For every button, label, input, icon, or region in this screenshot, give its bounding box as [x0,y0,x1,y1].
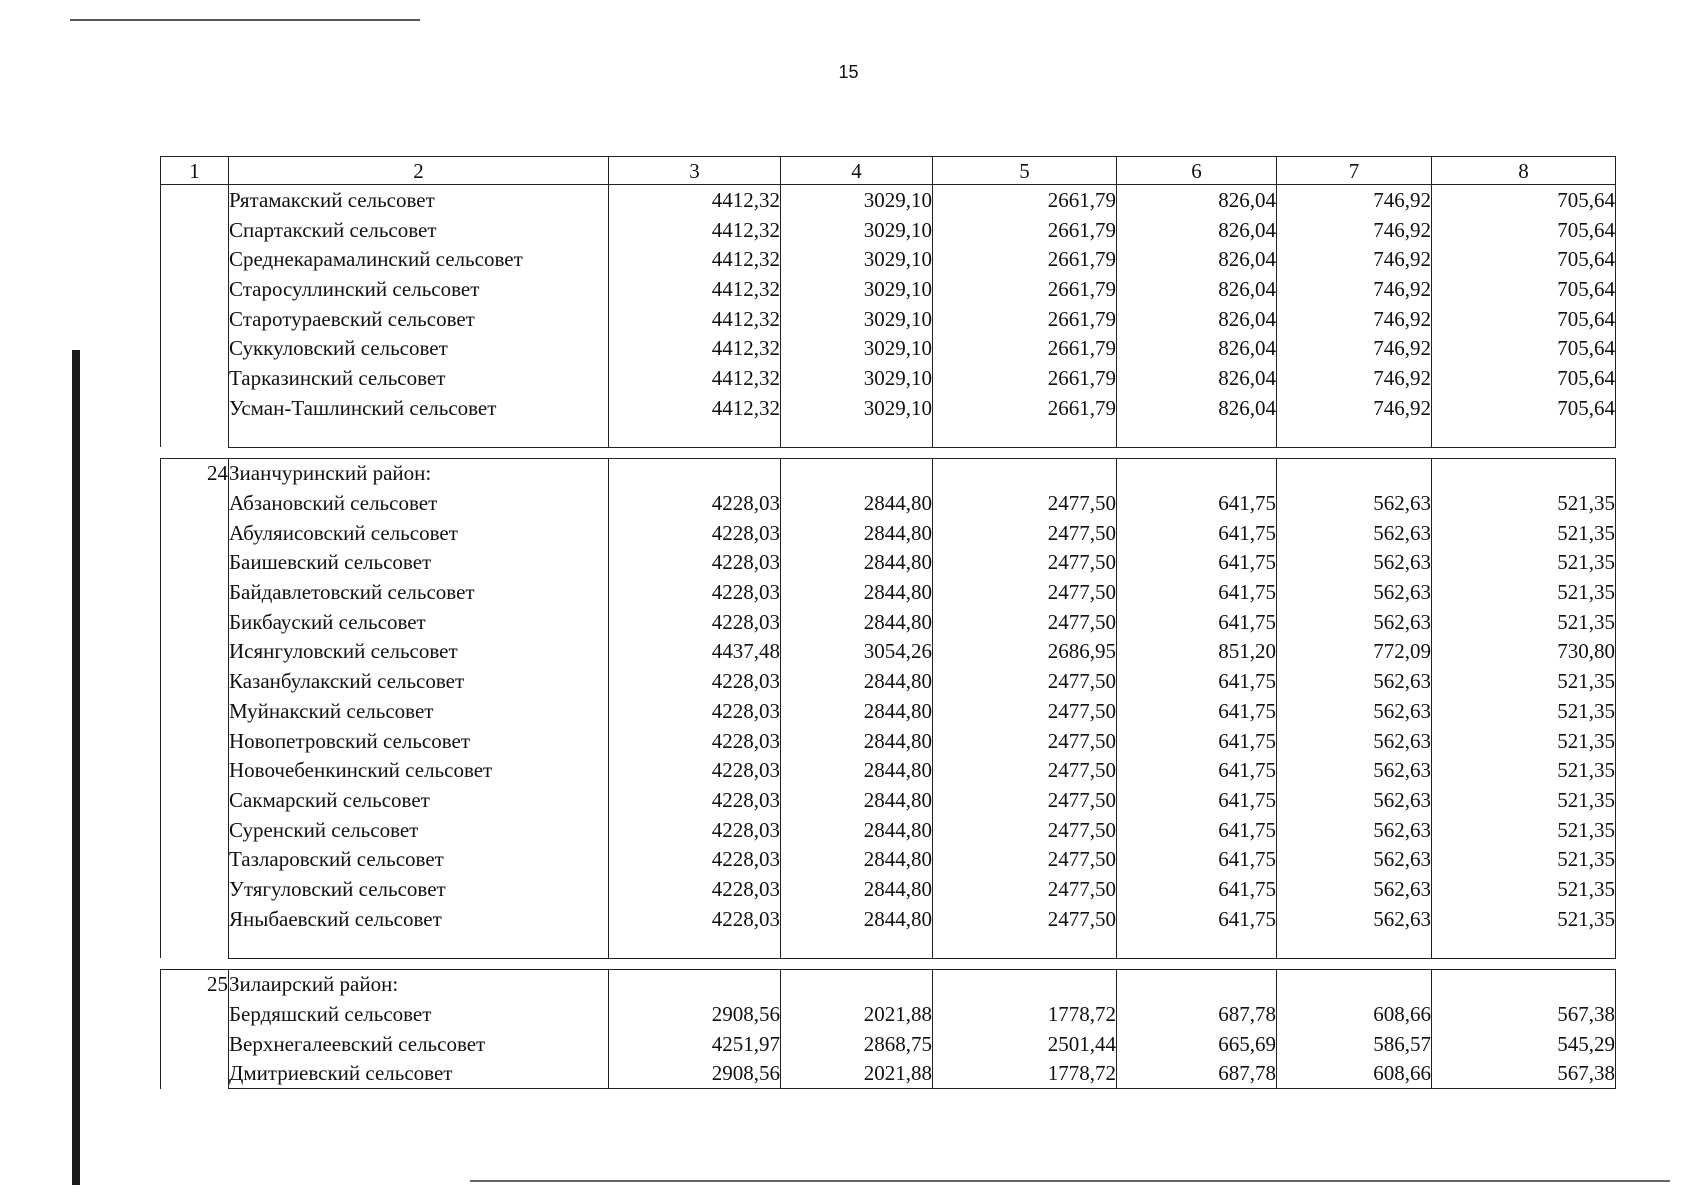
table-row [161,726,1616,756]
value-cell-col8: 705,64 [1432,363,1616,393]
table-row [161,244,1616,274]
settlement-name: Суккуловский сельсовет [229,333,609,363]
value-cell-col4: 3029,10 [781,244,933,274]
value-cell-col8: 521,35 [1432,696,1616,726]
value-cell-col6: 826,04 [1117,274,1277,304]
settlement-name: Яныбаевский сельсовет [229,904,609,934]
district-title: Зилаирский район: [229,969,609,999]
value-cell-col3: 4228,03 [609,666,781,696]
column-header: 7 [1277,157,1432,185]
settlement-name: Дмитриевский сельсовет [229,1059,609,1089]
value-cell-col8: 705,64 [1432,393,1616,423]
value-cell-col5: 1778,72 [933,999,1117,1029]
settlement-name: Казанбулакский сельсовет [229,666,609,696]
column-header: 1 [161,157,229,185]
scan-artifact-bottom-line [470,1180,1670,1182]
value-cell-col3: 4412,32 [609,363,781,393]
value-cell-col8: 521,35 [1432,844,1616,874]
value-cell-col8: 705,64 [1432,215,1616,245]
value-cell-col8: 521,35 [1432,726,1616,756]
value-cell-col4: 2844,80 [781,755,933,785]
value-cell-col3: 4412,32 [609,215,781,245]
value-cell-col7: 562,63 [1277,577,1432,607]
value-cell-col5: 2477,50 [933,666,1117,696]
value-cell-col3: 4228,03 [609,755,781,785]
column-header: 2 [229,157,609,185]
value-cell-col7: 562,63 [1277,488,1432,518]
table-row [161,785,1616,815]
value-cell-col8: 545,29 [1432,1029,1616,1059]
value-cell-col3: 4437,48 [609,637,781,667]
settlement-name: Новочебенкинский сельсовет [229,755,609,785]
settlement-name: Спартакский сельсовет [229,215,609,245]
scan-artifact-left-bar [72,350,80,1185]
value-cell-col6: 641,75 [1117,518,1277,548]
value-cell-col7: 562,63 [1277,844,1432,874]
value-cell-col7: 562,63 [1277,518,1432,548]
empty-cell [781,423,933,448]
value-cell-col5: 2477,50 [933,696,1117,726]
settlement-name: Муйнакский сельсовет [229,696,609,726]
value-cell-col5: 1778,72 [933,1059,1117,1089]
empty-cell [229,934,609,959]
value-cell-col5: 2477,50 [933,518,1117,548]
value-cell-col5: 2661,79 [933,363,1117,393]
value-cell-col8: 521,35 [1432,755,1616,785]
value-cell-col7: 746,92 [1277,393,1432,423]
value-cell-col7: 562,63 [1277,785,1432,815]
value-cell-col8: 567,38 [1432,1059,1616,1089]
value-cell-col8: 567,38 [1432,999,1616,1029]
empty-cell [1117,969,1277,999]
value-cell-col7: 746,92 [1277,363,1432,393]
empty-cell [933,1088,1117,1089]
value-cell-col7: 562,63 [1277,755,1432,785]
empty-cell [609,969,781,999]
value-cell-col7: 562,63 [1277,548,1432,578]
value-cell-col4: 3029,10 [781,185,933,215]
value-cell-col4: 3029,10 [781,333,933,363]
value-cell-col4: 3054,26 [781,637,933,667]
settlement-name: Верхнегалеевский сельсовет [229,1029,609,1059]
empty-cell [229,1088,609,1089]
empty-cell [609,934,781,959]
value-cell-col7: 746,92 [1277,185,1432,215]
value-cell-col3: 4228,03 [609,518,781,548]
empty-cell [1432,969,1616,999]
value-cell-col4: 2868,75 [781,1029,933,1059]
value-cell-col3: 4412,32 [609,304,781,334]
value-cell-col5: 2661,79 [933,304,1117,334]
district-group [161,185,1616,448]
column-header: 3 [609,157,781,185]
table-row [161,755,1616,785]
value-cell-col3: 2908,56 [609,1059,781,1089]
value-cell-col4: 2844,80 [781,815,933,845]
value-cell-col3: 4228,03 [609,726,781,756]
value-cell-col3: 4228,03 [609,874,781,904]
value-cell-col4: 2021,88 [781,1059,933,1089]
value-cell-col6: 665,69 [1117,1029,1277,1059]
table-row [161,518,1616,548]
empty-cell [1432,1088,1616,1089]
value-cell-col5: 2477,50 [933,904,1117,934]
empty-cell [1432,934,1616,959]
table-row [161,577,1616,607]
district-title: Зианчуринский район: [229,458,609,488]
value-cell-col5: 2477,50 [933,488,1117,518]
value-cell-col7: 608,66 [1277,1059,1432,1089]
empty-cell [1117,423,1277,448]
group-trailing-space [161,423,1616,448]
value-cell-col6: 641,75 [1117,755,1277,785]
value-cell-col4: 2844,80 [781,874,933,904]
empty-cell [933,934,1117,959]
empty-cell [1117,1088,1277,1089]
value-cell-col4: 3029,10 [781,363,933,393]
table-row [161,1059,1616,1089]
value-cell-col8: 730,80 [1432,637,1616,667]
value-cell-col4: 2844,80 [781,607,933,637]
value-cell-col6: 641,75 [1117,904,1277,934]
settlement-name: Старотураевский сельсовет [229,304,609,334]
district-index [161,185,229,448]
value-cell-col5: 2661,79 [933,393,1117,423]
empty-cell [781,934,933,959]
value-cell-col5: 2661,79 [933,274,1117,304]
value-cell-col7: 562,63 [1277,696,1432,726]
value-cell-col8: 521,35 [1432,607,1616,637]
settlement-name: Среднекарамалинский сельсовет [229,244,609,274]
value-cell-col3: 4412,32 [609,185,781,215]
value-cell-col7: 608,66 [1277,999,1432,1029]
table-row [161,304,1616,334]
separator-cell [161,958,1616,969]
value-cell-col8: 521,35 [1432,904,1616,934]
value-cell-col8: 705,64 [1432,304,1616,334]
district-title-row [161,969,1616,999]
settlement-name: Тазларовский сельсовет [229,844,609,874]
value-cell-col6: 687,78 [1117,999,1277,1029]
value-cell-col3: 4251,97 [609,1029,781,1059]
value-cell-col6: 641,75 [1117,815,1277,845]
value-cell-col3: 4228,03 [609,548,781,578]
value-cell-col3: 4228,03 [609,844,781,874]
group-trailing-space [161,934,1616,959]
value-cell-col4: 2844,80 [781,577,933,607]
value-cell-col6: 641,75 [1117,874,1277,904]
value-cell-col7: 562,63 [1277,726,1432,756]
empty-cell [781,969,933,999]
empty-cell [609,423,781,448]
value-cell-col4: 2844,80 [781,488,933,518]
value-cell-col3: 4228,03 [609,696,781,726]
empty-cell [933,458,1117,488]
value-cell-col8: 521,35 [1432,548,1616,578]
value-cell-col7: 586,57 [1277,1029,1432,1059]
value-cell-col3: 4228,03 [609,488,781,518]
value-cell-col4: 2844,80 [781,904,933,934]
value-cell-col8: 521,35 [1432,815,1616,845]
value-cell-col6: 687,78 [1117,1059,1277,1089]
value-cell-col8: 521,35 [1432,785,1616,815]
empty-cell [229,423,609,448]
column-header: 6 [1117,157,1277,185]
settlement-name: Исянгуловский сельсовет [229,637,609,667]
value-cell-col6: 641,75 [1117,726,1277,756]
table-row [161,363,1616,393]
empty-cell [609,1088,781,1089]
value-cell-col7: 746,92 [1277,244,1432,274]
value-cell-col7: 562,63 [1277,607,1432,637]
tariff-table [160,156,1616,1089]
value-cell-col5: 2661,79 [933,185,1117,215]
value-cell-col6: 641,75 [1117,785,1277,815]
table-row [161,999,1616,1029]
empty-cell [1277,1088,1432,1089]
settlement-name: Рятамакский сельсовет [229,185,609,215]
table-row [161,666,1616,696]
table-row [161,1029,1616,1059]
value-cell-col8: 521,35 [1432,518,1616,548]
column-header: 8 [1432,157,1616,185]
district-index: 24 [161,458,229,958]
settlement-name: Баишевский сельсовет [229,548,609,578]
empty-cell [609,458,781,488]
table-row [161,844,1616,874]
value-cell-col7: 562,63 [1277,815,1432,845]
value-cell-col4: 2844,80 [781,548,933,578]
value-cell-col6: 826,04 [1117,304,1277,334]
value-cell-col3: 4412,32 [609,393,781,423]
district-title-row [161,458,1616,488]
empty-cell [1277,969,1432,999]
table-row [161,393,1616,423]
value-cell-col7: 746,92 [1277,333,1432,363]
value-cell-col7: 746,92 [1277,274,1432,304]
district-group [161,458,1616,958]
empty-cell [1432,423,1616,448]
value-cell-col4: 3029,10 [781,393,933,423]
value-cell-col5: 2477,50 [933,844,1117,874]
value-cell-col7: 562,63 [1277,666,1432,696]
value-cell-col6: 641,75 [1117,488,1277,518]
table-row [161,696,1616,726]
value-cell-col8: 705,64 [1432,274,1616,304]
value-cell-col5: 2477,50 [933,874,1117,904]
value-cell-col6: 826,04 [1117,393,1277,423]
empty-cell [1277,934,1432,959]
value-cell-col4: 3029,10 [781,274,933,304]
value-cell-col6: 641,75 [1117,607,1277,637]
value-cell-col4: 3029,10 [781,215,933,245]
settlement-name: Утягуловский сельсовет [229,874,609,904]
table-row [161,185,1616,215]
value-cell-col5: 2477,50 [933,548,1117,578]
value-cell-col8: 521,35 [1432,488,1616,518]
value-cell-col3: 4412,32 [609,333,781,363]
value-cell-col5: 2477,50 [933,815,1117,845]
value-cell-col7: 562,63 [1277,904,1432,934]
table-row [161,274,1616,304]
value-cell-col6: 826,04 [1117,185,1277,215]
value-cell-col6: 641,75 [1117,577,1277,607]
settlement-name: Абзановский сельсовет [229,488,609,518]
group-separator [161,958,1616,969]
value-cell-col7: 746,92 [1277,304,1432,334]
value-cell-col3: 4412,32 [609,244,781,274]
settlement-name: Бикбауский сельсовет [229,607,609,637]
value-cell-col4: 3029,10 [781,304,933,334]
value-cell-col5: 2477,50 [933,785,1117,815]
value-cell-col3: 4228,03 [609,904,781,934]
settlement-name: Старосуллинский сельсовет [229,274,609,304]
value-cell-col3: 4412,32 [609,274,781,304]
table-row [161,333,1616,363]
table-header-row [161,157,1616,185]
value-cell-col3: 4228,03 [609,785,781,815]
empty-cell [1432,458,1616,488]
empty-cell [933,969,1117,999]
value-cell-col8: 705,64 [1432,244,1616,274]
value-cell-col6: 641,75 [1117,696,1277,726]
separator-cell [161,447,1616,458]
table-row [161,815,1616,845]
value-cell-col5: 2477,50 [933,577,1117,607]
settlement-name: Сакмарский сельсовет [229,785,609,815]
district-index: 25 [161,969,229,1089]
table-row [161,904,1616,934]
district-group [161,969,1616,1089]
value-cell-col6: 826,04 [1117,215,1277,245]
value-cell-col4: 2844,80 [781,696,933,726]
value-cell-col8: 705,64 [1432,333,1616,363]
table-row [161,874,1616,904]
page-number: 15 [838,62,859,82]
table-row [161,548,1616,578]
value-cell-col4: 2844,80 [781,726,933,756]
scan-artifact-top-line [70,19,420,21]
settlement-name: Абуляисовский сельсовет [229,518,609,548]
group-separator [161,447,1616,458]
settlement-name: Тарказинский сельсовет [229,363,609,393]
table-row [161,488,1616,518]
value-cell-col5: 2477,50 [933,755,1117,785]
value-cell-col4: 2844,80 [781,785,933,815]
empty-cell [781,1088,933,1089]
settlement-name: Усман-Ташлинский сельсовет [229,393,609,423]
value-cell-col7: 772,09 [1277,637,1432,667]
empty-cell [933,423,1117,448]
value-cell-col3: 4228,03 [609,607,781,637]
column-header: 4 [781,157,933,185]
value-cell-col4: 2844,80 [781,844,933,874]
column-header: 5 [933,157,1117,185]
value-cell-col6: 851,20 [1117,637,1277,667]
value-cell-col5: 2661,79 [933,333,1117,363]
value-cell-col6: 826,04 [1117,244,1277,274]
empty-cell [1277,458,1432,488]
table-row [161,607,1616,637]
value-cell-col6: 641,75 [1117,548,1277,578]
empty-cell [1117,458,1277,488]
value-cell-col6: 641,75 [1117,666,1277,696]
value-cell-col5: 2477,50 [933,726,1117,756]
value-cell-col5: 2686,95 [933,637,1117,667]
value-cell-col5: 2661,79 [933,244,1117,274]
value-cell-col4: 2844,80 [781,666,933,696]
value-cell-col8: 521,35 [1432,577,1616,607]
value-cell-col7: 746,92 [1277,215,1432,245]
group-trailing-space [161,1088,1616,1089]
settlement-name: Новопетровский сельсовет [229,726,609,756]
value-cell-col5: 2661,79 [933,215,1117,245]
settlement-name: Бердяшский сельсовет [229,999,609,1029]
value-cell-col3: 4228,03 [609,815,781,845]
value-cell-col8: 705,64 [1432,185,1616,215]
value-cell-col4: 2844,80 [781,518,933,548]
value-cell-col5: 2477,50 [933,607,1117,637]
value-cell-col6: 826,04 [1117,333,1277,363]
table-row [161,637,1616,667]
value-cell-col8: 521,35 [1432,874,1616,904]
value-cell-col5: 2501,44 [933,1029,1117,1059]
value-cell-col7: 562,63 [1277,874,1432,904]
value-cell-col4: 2021,88 [781,999,933,1029]
empty-cell [1117,934,1277,959]
value-cell-col8: 521,35 [1432,666,1616,696]
value-cell-col3: 2908,56 [609,999,781,1029]
settlement-name: Байдавлетовский сельсовет [229,577,609,607]
value-cell-col6: 641,75 [1117,844,1277,874]
value-cell-col3: 4228,03 [609,577,781,607]
table-row [161,215,1616,245]
settlement-name: Суренский сельсовет [229,815,609,845]
empty-cell [781,458,933,488]
empty-cell [1277,423,1432,448]
value-cell-col6: 826,04 [1117,363,1277,393]
